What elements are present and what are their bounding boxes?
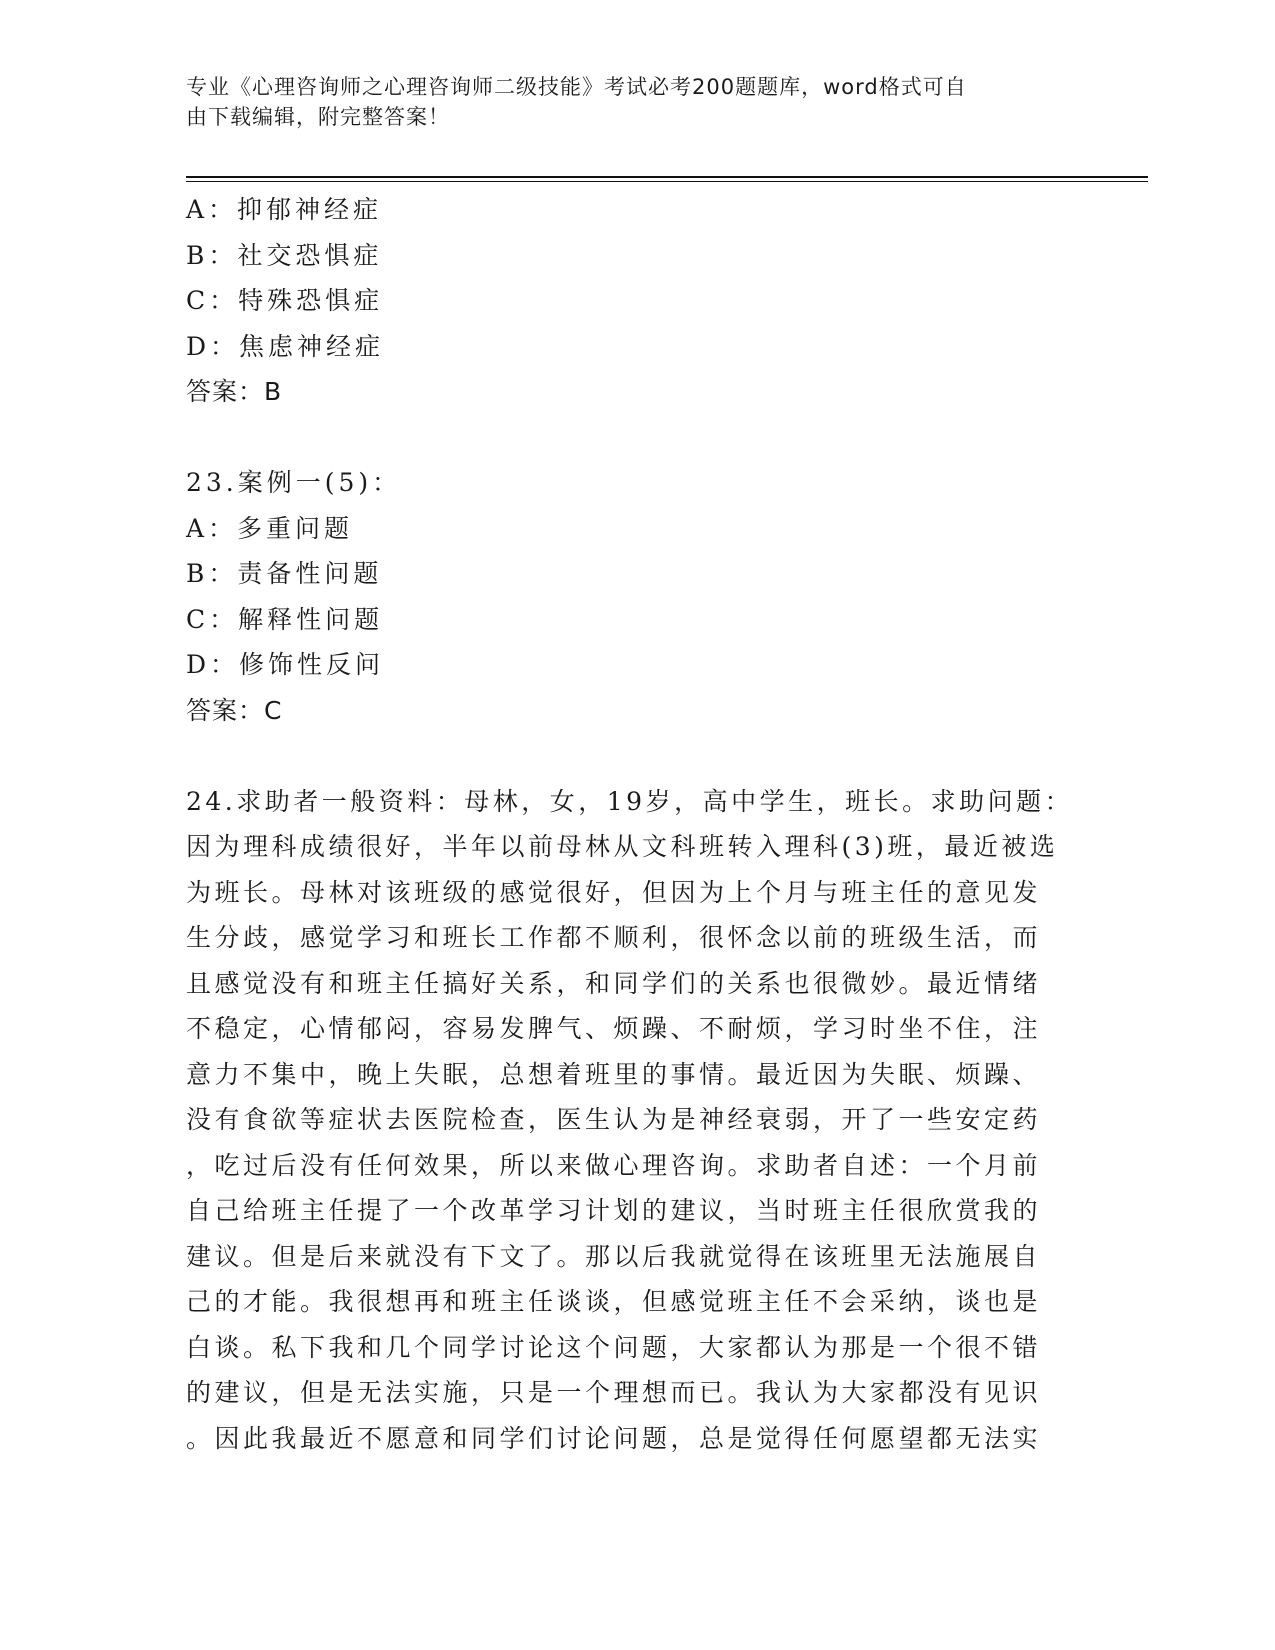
answer: 答案：B — [186, 377, 283, 406]
spacer — [186, 733, 1066, 779]
header-divider-thin — [186, 181, 1148, 182]
paragraph-line: 的建议，但是无法实施，只是一个理想而已。我认为大家都没有见识 — [186, 1378, 1042, 1407]
option-b: B：责备性问题 — [186, 559, 383, 588]
paragraph-line: 意力不集中，晚上失眠，总想着班里的事情。最近因为失眠、烦躁、 — [186, 1059, 1042, 1089]
paragraph-line: 白谈。私下我和几个同学讨论这个问题，大家都认为那是一个很不错 — [186, 1332, 1042, 1362]
header-divider-thick — [186, 176, 1148, 178]
spacer — [186, 415, 1066, 461]
paragraph-line: 建议。但是后来就没有下文了。那以后我就觉得在该班里无法施展自 — [186, 1241, 1042, 1271]
header-line-2: 由下载编辑，附完整答案！ — [186, 105, 450, 129]
option-a: A：多重问题 — [186, 513, 354, 543]
option-d: D：焦虑神经症 — [186, 331, 385, 361]
paragraph-line: 自己给班主任提了一个改革学习计划的建议，当时班主任很欣赏我的 — [186, 1196, 1042, 1225]
document-body — [186, 187, 1074, 1461]
option-a: A：抑郁神经症 — [186, 195, 383, 224]
paragraph-line: 己的才能。我很想再和班主任谈谈，但感觉班主任不会采纳，谈也是 — [186, 1287, 1042, 1316]
option-c: C：解释性问题 — [186, 604, 384, 634]
option-b: B：社交恐惧症 — [186, 240, 383, 270]
header-line-1: 专业《心理咨询师之心理咨询师二级技能》考试必考200题题库，word格式可自 — [186, 75, 967, 99]
question-23 — [186, 460, 1066, 733]
question-22 — [186, 187, 1066, 415]
paragraph-line: ，吃过后没有任何效果，所以来做心理咨询。求助者自述：一个月前 — [186, 1150, 1042, 1180]
question-stem: 23.案例一(5)： — [186, 468, 402, 497]
option-c: C：特殊恐惧症 — [186, 286, 384, 315]
paragraph-line: 且感觉没有和班主任搞好关系，和同学们的关系也很微妙。最近情绪 — [186, 968, 1042, 998]
paragraph-line: 为班长。母林对该班级的感觉很好，但因为上个月与班主任的意见发 — [186, 877, 1042, 907]
page-header — [186, 72, 1066, 132]
paragraph-line: 生分歧，感觉学习和班长工作都不顺利，很怀念以前的班级生活，而 — [186, 923, 1042, 952]
paragraph-line: 没有食欲等症状去医院检查，医生认为是神经衰弱，开了一些安定药 — [186, 1105, 1042, 1134]
answer: 答案：C — [186, 695, 283, 725]
option-d: D：修饰性反问 — [186, 650, 385, 679]
paragraph-line: 24.求助者一般资料：母林，女，19岁，高中学生，班长。求助问题： — [186, 786, 1074, 816]
paragraph-line: 。因此我最近不愿意和同学们讨论问题，总是觉得任何愿望都无法实 — [186, 1423, 1042, 1453]
paragraph-line: 因为理科成绩很好，半年以前母林从文科班转入理科(3)班，最近被选 — [186, 832, 1059, 861]
paragraph-line: 不稳定，心情郁闷，容易发脾气、烦躁、不耐烦，学习时坐不住，注 — [186, 1014, 1042, 1043]
question-24 — [186, 779, 1074, 1462]
